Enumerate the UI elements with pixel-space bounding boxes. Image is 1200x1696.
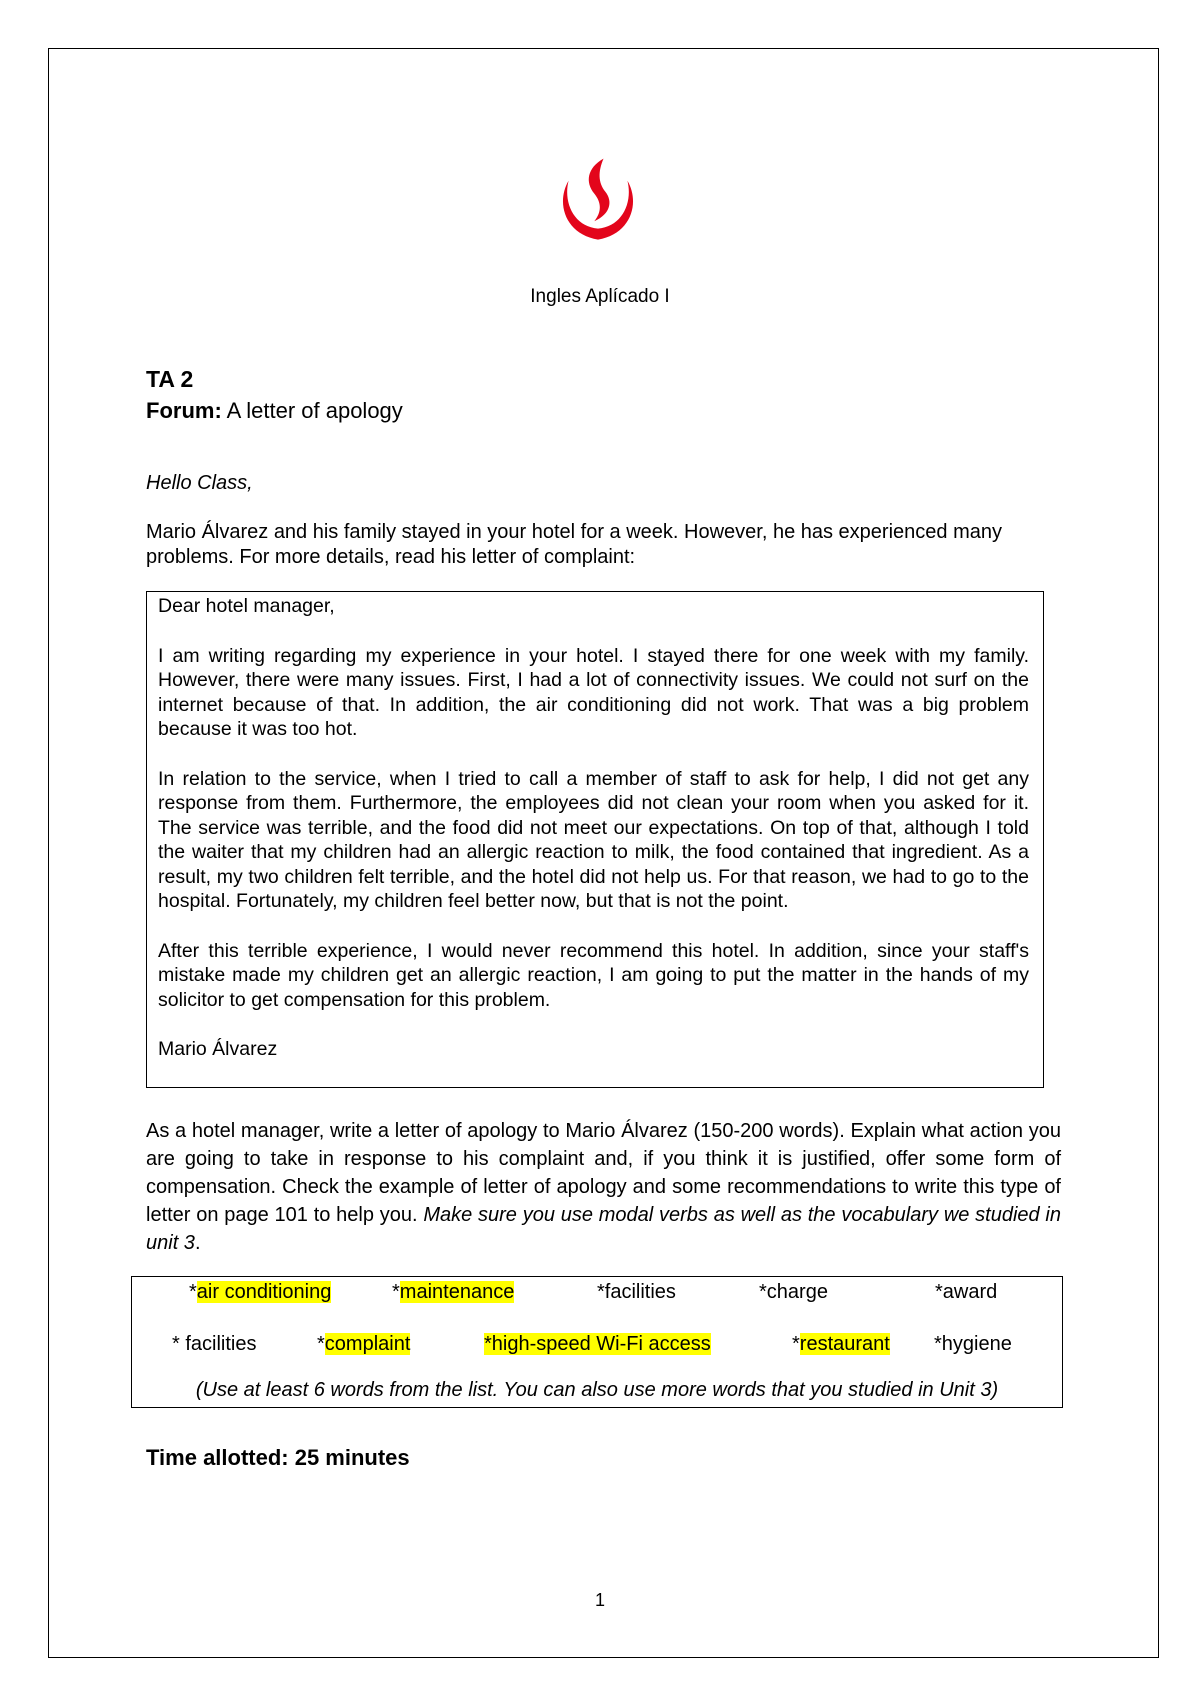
instructions-text: As a hotel manager, write a letter of apology to Mario Álvarez (150-200 words). Explain what action you are going to take in response to his complaint and, if you think it is justified, offer some form of compensation. Check the example of letter of apology and some recommendations to write this type of letter on page 101 to help you. (146, 1120, 1061, 1226)
forum-line (146, 398, 403, 424)
instructions-emphasis: Make sure you use modal verbs as well as the vocabulary we studied in unit 3 (146, 1204, 1061, 1254)
letter-paragraph: After this terrible experience, I would never recommend this hotel. In addition, since your staff's mistake made my children get an allergic reaction, I am going to put the matter in the hands of my solicitor to get compensation for this problem. (158, 939, 1029, 1011)
university-logo-icon (552, 155, 644, 247)
letter-salutation: Dear hotel manager, (158, 595, 335, 617)
assignment-code: TA 2 (146, 366, 194, 392)
page-number: 1 (594, 1590, 605, 1610)
vocab-word: * facilities (172, 1333, 257, 1355)
instructions-paragraph (146, 1117, 1061, 1257)
forum-label: Forum: (146, 398, 222, 423)
vocab-word: *restaurant (792, 1333, 890, 1355)
forum-topic: A letter of apology (226, 398, 403, 423)
vocab-word: *charge (759, 1281, 828, 1303)
complaint-letter-box (146, 591, 1044, 1088)
vocab-word: *air conditioning (189, 1281, 332, 1303)
vocab-word: *facilities (597, 1281, 676, 1303)
letter-paragraph: I am writing regarding my experience in your hotel. I stayed there for one week with my family. However, there were many issues. First, I had a lot of connectivity issues. We could not surf on the internet because of that. In addition, the air conditioning did not work. That was a big problem because it was too hot. (158, 644, 1029, 740)
vocab-word: *high-speed Wi-Fi access (484, 1333, 711, 1355)
course-title: Ingles Aplícado I (530, 286, 670, 307)
greeting: Hello Class, (146, 472, 253, 494)
time-allotted: Time allotted: 25 minutes (146, 1445, 410, 1470)
instructions-end: . (194, 1232, 201, 1254)
vocab-word: *complaint (317, 1333, 411, 1355)
vocabulary-note: (Use at least 6 words from the list. You can also use more words that you studied in Unit 3) (195, 1379, 999, 1401)
letter-paragraph: In relation to the service, when I tried to call a member of staff to ask for help, I did not get any response from them. Furthermore, the employees did not clean your room when you asked for it. The service was terrible, and the food did not meet our expectations. On top of that, although I told the waiter that my children had an allergic reaction to milk, the food contained that ingredient. As a result, my two children felt terrible, and the hotel did not help us. For that reason, we had to go to the hospital. Fortunately, my children feel better now, but that is not the point. (158, 767, 1029, 912)
intro-paragraph: Mario Álvarez and his family stayed in your hotel for a week. However, he has experienced many problems. For more details, read his letter of complaint: (146, 521, 1002, 568)
vocab-word: *maintenance (392, 1281, 515, 1303)
vocab-word: *hygiene (934, 1333, 1012, 1355)
letter-signature: Mario Álvarez (158, 1038, 278, 1060)
vocabulary-box (131, 1276, 1063, 1408)
vocab-word: *award (935, 1281, 998, 1303)
